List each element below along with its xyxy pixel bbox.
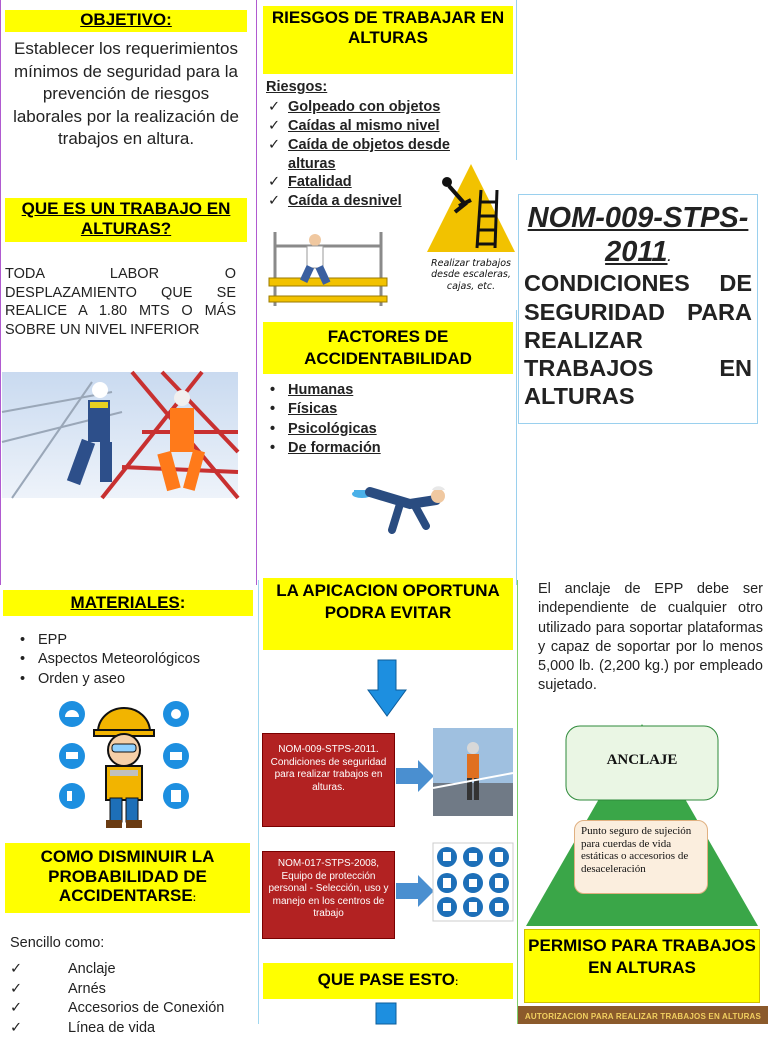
list-item: • Físicas [266,400,486,419]
list-item: ✓ Anclaje [8,960,248,980]
nom017-box: NOM-017-STPS-2008, Equipo de protección personal - Selección, uso y manejo en los centros de trabajo [262,851,395,939]
pyramid-note: Punto seguro de sujeción para cuerdas de vida estáticas o accesorios de desaceleración [574,820,708,894]
list-item: • Psicológicas [266,420,486,439]
list-item: ✓ Caída a desnivel [266,192,476,211]
permiso-form-strip: AUTORIZACION PARA REALIZAR TRABAJOS EN ALTURAS [518,1006,768,1024]
ppe-worker-illustration [56,698,192,830]
objetivo-text: Establecer los requerimientos mínimos de seguridad para la prevención de riesgos laborales por la realización de trabajos en altura. [13,39,239,149]
nom-title: NOM-009-STPS-2011. [527,202,749,269]
list-item: ✓ Accesorios de Conexión [8,999,248,1019]
que-pase-heading: QUE PASE ESTO: [263,963,513,999]
nom009-box: NOM-009-STPS-2011. Condiciones de seguridad para realizar trabajos en alturas. [262,733,395,827]
list-item: • De formación [266,439,486,458]
right-arrow-icon [396,875,434,907]
list-item: • Humanas [266,381,486,400]
rooftop-worker-photo [433,728,513,816]
nom-cover-box [518,194,758,424]
permiso-heading: PERMISO PARA TRABAJOS EN ALTURAS [524,929,760,1003]
que-es-text: TODA LABOR O DESPLAZAMIENTO QUE SE REALICE A 1.80 MTS O MÁS SOBRE UN NIVEL INFERIOR [5,266,236,338]
factores-heading: FACTORES DE ACCIDENTABILIDAD [263,322,513,374]
factores-list [266,381,486,461]
riesgos-heading: RIESGOS DE TRABAJAR EN ALTURAS [263,6,513,74]
apicacion-heading: LA APICACION OPORTUNA PODRA EVITAR [263,578,513,650]
materiales-list [16,631,246,691]
column-divider [258,580,259,1024]
sencillo-label: Sencillo como: [10,935,105,951]
column-divider [517,580,518,1024]
page-border [0,0,1,585]
sencillo-list [8,960,248,1036]
list-item: • EPP [16,631,246,650]
list-item: ✓ Golpeado con objetos [266,98,476,117]
list-item: ✓ Caídas al mismo nivel [266,117,476,136]
list-item: ✓ Fatalidad [266,173,476,192]
list-item: ✓ Arnés [8,980,248,1000]
falling-worker-illustration [340,470,450,540]
nom-subtitle: CONDICIONES DE SEGURIDAD PARA REALIZAR TRABAJOS EN ALTURAS [524,270,752,410]
materiales-heading: MATERIALES: [3,590,253,616]
pyramid-label: ANCLAJE [606,752,678,768]
tower-workers-photo [2,372,238,498]
list-item: • Aspectos Meteorológicos [16,650,246,669]
sign-caption: Realizar trabajos desde escaleras, cajas, etc. [431,258,511,292]
scaffold-worker-illustration [263,226,393,308]
anclaje-text: El anclaje de EPP debe ser independiente de cualquier otro utilizado para soportar plataformas y capaz de soportar por lo menos 5,000 lb. (2,200 kg.) por empleado sujetado. [538,581,763,694]
fall-hazard-sign [425,160,517,310]
objetivo-heading: OBJETIVO: [5,10,247,32]
disminuir-heading: COMO DISMINUIR LA PROBABILIDAD DE ACCIDENTARSE: [5,843,250,913]
down-arrow-icon [368,660,406,716]
que-es-heading: QUE ES UN TRABAJO EN ALTURAS? [5,198,247,242]
right-arrow-icon [396,760,434,792]
down-arrow-icon [374,1003,398,1024]
ppe-signs-panel [433,843,513,921]
riesgos-label: Riesgos: [266,79,328,95]
list-item: • Orden y aseo [16,670,246,689]
list-item: ✓ Línea de vida [8,1019,248,1038]
column-divider [256,0,257,585]
list-item: ✓ Caída de objetos desde alturas [266,136,476,174]
